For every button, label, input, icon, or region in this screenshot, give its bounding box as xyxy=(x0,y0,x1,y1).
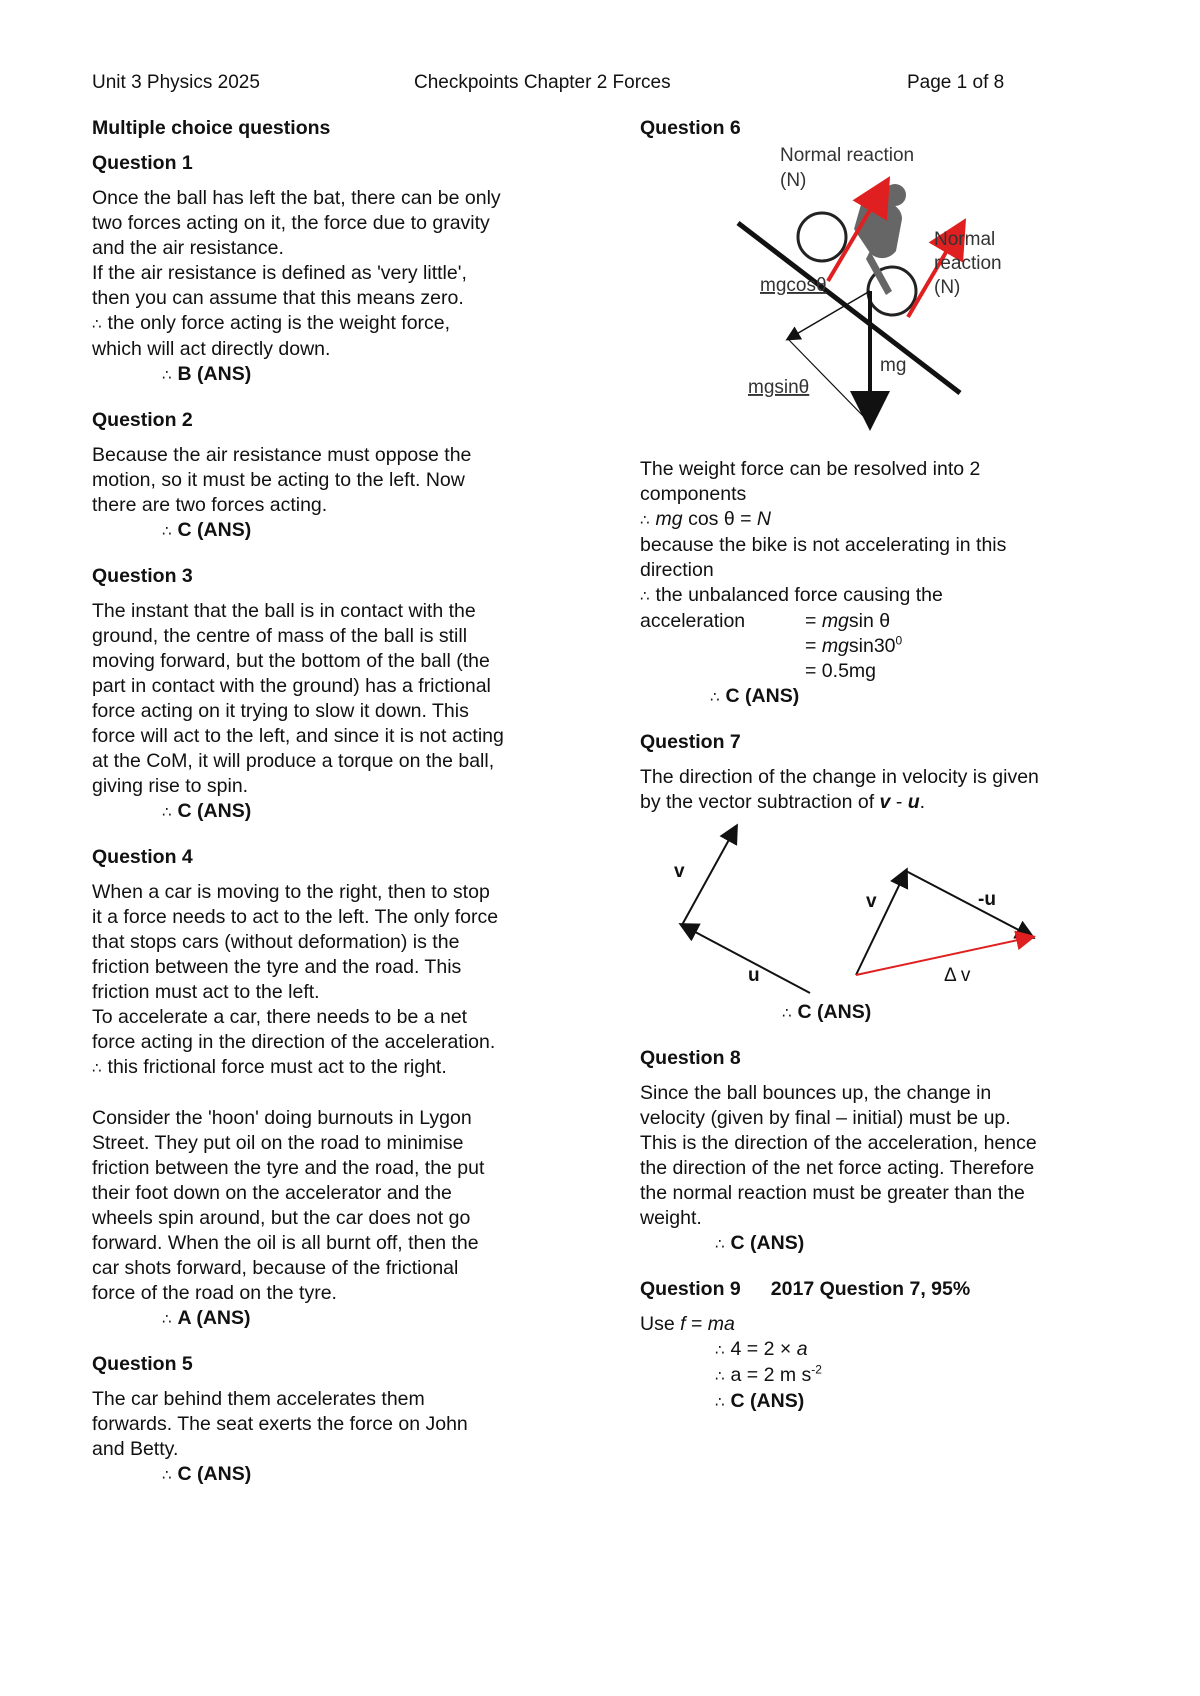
q1-therefore-cont: which will act directly down. xyxy=(92,338,331,360)
q6-calc-1: = mgsin θ xyxy=(805,610,891,632)
q8-line: velocity (given by final – initial) must be up. xyxy=(640,1107,1011,1129)
question-6-heading: Question 6 xyxy=(640,117,741,139)
q4-line2: car shots forward, because of the frictional xyxy=(92,1257,459,1279)
q3-answer: ∴ C (ANS) xyxy=(162,800,252,822)
q4-line: that stops cars (without deformation) is the xyxy=(92,931,460,953)
question-2-heading: Question 2 xyxy=(92,409,193,431)
q7-line: The direction of the change in velocity is given xyxy=(640,766,1039,788)
q1-therefore-line: ∴ the only force acting is the weight force, xyxy=(92,312,451,334)
q4-line2: Consider the 'hoon' doing burnouts in Lygon xyxy=(92,1107,472,1129)
label-reaction-right: reaction xyxy=(934,253,1002,274)
section-title: Multiple choice questions xyxy=(92,117,331,139)
therefore-icon: ∴ xyxy=(162,803,172,821)
q3-line: giving rise to spin. xyxy=(92,775,249,797)
therefore-icon: ∴ xyxy=(92,315,102,333)
therefore-icon: ∴ xyxy=(92,1059,102,1077)
q6-line: The weight force can be resolved into 2 xyxy=(640,458,981,480)
q4-line2: force of the road on the tyre. xyxy=(92,1282,337,1304)
q9-step-1: ∴ 4 = 2 × a xyxy=(715,1338,808,1360)
q3-line: part in contact with the ground) has a frictional xyxy=(92,675,491,697)
q6-line: because the bike is not accelerating in this xyxy=(640,534,1007,556)
q3-line: force will act to the left, and since it is not acting xyxy=(92,725,504,747)
q4-line: friction must act to the left. xyxy=(92,981,320,1003)
therefore-icon: ∴ xyxy=(715,1341,725,1359)
right-column xyxy=(640,116,1110,1415)
q5-line: forwards. The seat exerts the force on John xyxy=(92,1413,468,1435)
q1-answer: ∴ B (ANS) xyxy=(162,363,252,385)
page-header xyxy=(92,72,1012,98)
q2-line: Because the air resistance must oppose the xyxy=(92,444,472,466)
q1-line: two forces acting on it, the force due to gravity xyxy=(92,212,490,234)
vector-v-right-arrow xyxy=(856,871,906,975)
label-delta-v: Δ v xyxy=(944,965,971,986)
q4-line: it a force needs to act to the left. The only force xyxy=(92,906,499,928)
therefore-icon: ∴ xyxy=(715,1367,725,1385)
therefore-icon: ∴ xyxy=(710,688,720,706)
q2-line: there are two forces acting. xyxy=(92,494,328,516)
q3-line: at the CoM, it will produce a torque on the ball, xyxy=(92,750,495,772)
cyclist-icon xyxy=(854,184,906,295)
q8-line: the normal reaction must be greater than the xyxy=(640,1182,1025,1204)
therefore-icon: ∴ xyxy=(782,1004,792,1022)
therefore-icon: ∴ xyxy=(162,1466,172,1484)
q5-line: The car behind them accelerates them xyxy=(92,1388,425,1410)
q8-line: weight. xyxy=(640,1207,702,1229)
left-column xyxy=(92,116,582,1488)
q6-answer: ∴ C (ANS) xyxy=(710,685,800,707)
q4-line: force acting in the direction of the acceleration. xyxy=(92,1031,496,1053)
label-normal-right: Normal xyxy=(934,229,996,250)
q6-line: direction xyxy=(640,559,714,581)
question-3-heading: Question 3 xyxy=(92,565,193,587)
bike-front-wheel-icon xyxy=(798,213,846,261)
q5-answer: ∴ C (ANS) xyxy=(162,1463,252,1485)
therefore-icon: ∴ xyxy=(162,366,172,384)
vector-v-left-arrow xyxy=(682,827,736,925)
question-5-heading: Question 5 xyxy=(92,1353,193,1375)
therefore-icon: ∴ xyxy=(162,1310,172,1328)
q4-answer: ∴ A (ANS) xyxy=(162,1307,251,1329)
header-page-number: Page 1 of 8 xyxy=(907,72,1005,93)
q3-line: ground, the centre of mass of the ball is still xyxy=(92,625,468,647)
q2-line: motion, so it must be acting to the left. Now xyxy=(92,469,465,491)
question-1-heading: Question 1 xyxy=(92,152,193,174)
q9-formula: Use f = ma xyxy=(640,1313,735,1335)
q6-therefore-line: ∴ the unbalanced force causing the xyxy=(640,584,943,606)
q3-line: moving forward, but the bottom of the ball (the xyxy=(92,650,490,672)
q4-line2: forward. When the oil is all burnt off, then the xyxy=(92,1232,479,1254)
q8-answer: ∴ C (ANS) xyxy=(715,1232,805,1254)
question-4-heading: Question 4 xyxy=(92,846,193,868)
incline-bike-diagram xyxy=(640,141,1110,431)
therefore-icon: ∴ xyxy=(715,1393,725,1411)
q7-answer: ∴ C (ANS) xyxy=(782,1001,872,1023)
q4-therefore-line: ∴ this frictional force must act to the right. xyxy=(92,1056,447,1078)
vector-neg-u-arrow xyxy=(906,871,1032,937)
label-vector-v-left: v xyxy=(674,861,685,882)
q4-line: friction between the tyre and the road. This xyxy=(92,956,462,978)
q1-line: and the air resistance. xyxy=(92,237,284,259)
q3-line: force acting on it trying to slow it down. This xyxy=(92,700,469,722)
q4-line2: friction between the tyre and the road, the put xyxy=(92,1157,485,1179)
q1-line: Once the ball has left the bat, there can be only xyxy=(92,187,501,209)
label-vector-neg-u: -u xyxy=(978,889,996,910)
label-vector-v-right: v xyxy=(866,891,877,912)
q6-equation-1: ∴ mg cos θ = N xyxy=(640,508,771,530)
header-title: Checkpoints Chapter 2 Forces xyxy=(414,72,671,93)
q9-answer: ∴ C (ANS) xyxy=(715,1390,805,1412)
q6-calc-2: = $mgsin30^0$ xyxy=(805,633,903,657)
q4-line: To accelerate a car, there needs to be a net xyxy=(92,1006,468,1028)
q7-line-2: by the vector subtraction of v - u. xyxy=(640,791,926,813)
q4-line2: their foot down on the accelerator and the xyxy=(92,1182,452,1204)
q1-line: If the air resistance is defined as 'very little', xyxy=(92,262,467,284)
q9-step-2: ∴ a = 2 m $s^{-2}$ xyxy=(715,1362,822,1386)
q8-line: Since the ball bounces up, the change in xyxy=(640,1082,992,1104)
q6-calc-row-1 xyxy=(640,609,1110,634)
q4-line2: wheels spin around, but the car does not go xyxy=(92,1207,471,1229)
label-mgsin: mgsinθ xyxy=(748,377,810,398)
therefore-icon: ∴ xyxy=(162,522,172,540)
label-normal-reaction-top-n: (N) xyxy=(780,170,807,191)
label-mg: mg xyxy=(880,355,907,376)
therefore-icon: ∴ xyxy=(715,1235,725,1253)
label-normal-reaction-top: Normal reaction xyxy=(780,145,915,166)
label-vector-u: u xyxy=(748,965,760,986)
q8-line: This is the direction of the acceleration, hence xyxy=(640,1132,1037,1154)
question-7-heading: Question 7 xyxy=(640,731,741,753)
q2-answer: ∴ C (ANS) xyxy=(162,519,252,541)
q6-line: components xyxy=(640,483,747,505)
vector-subtraction-diagram xyxy=(640,815,1110,1000)
q4-line2: Street. They put oil on the road to minimise xyxy=(92,1132,464,1154)
therefore-icon: ∴ xyxy=(640,587,650,605)
header-course: Unit 3 Physics 2025 xyxy=(92,72,260,93)
q4-line: When a car is moving to the right, then to stop xyxy=(92,881,490,903)
q6-calc-label: acceleration xyxy=(640,610,746,632)
q6-calc-3: = 0.5mg xyxy=(805,660,877,682)
q1-line: then you can assume that this means zero. xyxy=(92,287,464,309)
q3-line: The instant that the ball is in contact with the xyxy=(92,600,476,622)
label-normal-right-n: (N) xyxy=(934,277,961,298)
q5-line: and Betty. xyxy=(92,1438,179,1460)
question-8-heading: Question 8 xyxy=(640,1047,741,1069)
q8-line: the direction of the net force acting. Therefore xyxy=(640,1157,1035,1179)
label-mgcos: mgcosθ xyxy=(760,275,827,296)
question-9-source: 2017 Question 7, 95% xyxy=(770,1278,971,1300)
question-9-heading: Question 9 2017 Question 7, 95% xyxy=(640,1278,971,1300)
therefore-icon: ∴ xyxy=(640,511,650,529)
vector-u-arrow xyxy=(682,925,810,993)
